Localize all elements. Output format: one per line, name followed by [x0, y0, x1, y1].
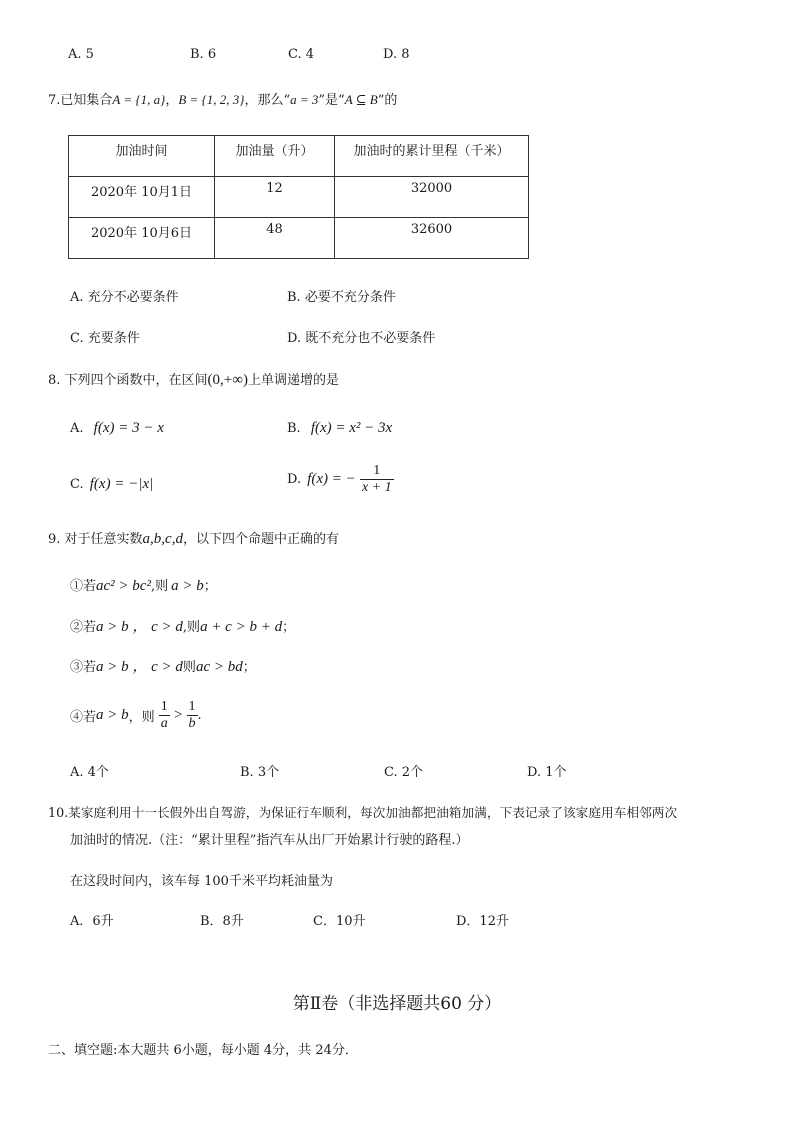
table-row [69, 177, 529, 218]
option-label: D. [287, 472, 302, 487]
stem-text: 8. 下列四个函数中，在区间 [48, 373, 208, 388]
function-expr: f(x) = x² − 3x [310, 420, 393, 436]
question-8-stem [48, 369, 339, 389]
option-c [70, 476, 153, 493]
proposition-text: ； [203, 579, 217, 594]
option-d: D．12升 [456, 914, 509, 929]
variables-expr: a,b,c,d [142, 531, 183, 547]
proposition-text: ； [242, 660, 256, 675]
option-d: D. 1个 [527, 765, 567, 780]
stem-text: 已知集合 [60, 93, 113, 108]
table-row [69, 218, 529, 259]
option-a: A．6升 [70, 914, 114, 929]
proposition-text: ②若 [70, 620, 97, 635]
proposition-text: . [197, 708, 202, 723]
table-header-cell: 加油量（升） [215, 136, 335, 177]
proposition-1 [70, 575, 217, 595]
table-cell-date: 2020年 10月1日 [69, 177, 215, 218]
result-expr: a > b [171, 578, 204, 594]
fraction-numerator: 1 [160, 699, 168, 714]
option-c: C．10升 [313, 914, 366, 929]
option-b: B. 必要不充分条件 [287, 290, 396, 305]
table-cell-mileage: 32600 [335, 218, 529, 259]
stem-text: ”是“ [318, 93, 345, 108]
condition-expr: a > b ， c > d [96, 619, 183, 635]
question-9-stem [48, 528, 339, 548]
question-10-prompt: 在这段时间内，该车每 100千米平均耗油量为 [70, 874, 333, 889]
condition-expr: a > b [96, 707, 129, 723]
proposition-text: ,则 [182, 620, 201, 635]
subset-expr: A ⊆ B [344, 92, 378, 107]
table-cell-amount: 12 [215, 177, 335, 218]
option-b: B. 6 [190, 47, 217, 62]
fraction [159, 699, 170, 732]
question-number: 7. [48, 93, 61, 108]
section-heading: 第Ⅱ卷（非选择题共60 分） [292, 994, 502, 1014]
table-cell-mileage: 32000 [335, 177, 529, 218]
stem-text: 9. 对于任意实数 [48, 532, 143, 547]
table-header-row [69, 136, 529, 177]
option-d: D. 既不充分也不必要条件 [287, 331, 436, 346]
fill-blank-instructions: 二、填空题:本大题共 6小题，每小题 4分，共 24分． [48, 1043, 358, 1058]
table-header-cell: 加油时的累计里程（千米） [335, 136, 529, 177]
proposition-text: ,则 [150, 579, 169, 594]
interval-expr: (0,+∞) [207, 372, 248, 388]
fraction-numerator: 1 [360, 463, 394, 480]
proposition-3 [70, 655, 256, 676]
fraction [360, 463, 394, 496]
result-expr: ac > bd [195, 659, 243, 675]
proposition-text: ④若 [70, 710, 97, 725]
fraction-denominator: b [188, 716, 196, 731]
set-a-expr: A = {1, a} [112, 92, 166, 107]
option-c: C. 4 [288, 47, 315, 62]
option-a [70, 420, 164, 437]
function-expr: f(x) = −|x| [89, 476, 154, 492]
greater-than-sign: > [173, 707, 183, 723]
proposition-text: ，则 [128, 710, 155, 725]
table-cell-date: 2020年 10月6日 [69, 218, 215, 259]
condition-expr: a = 3 [290, 92, 319, 107]
table-cell-amount: 48 [215, 218, 335, 259]
set-b-expr: B = {1, 2, 3} [178, 92, 245, 107]
condition-expr: a > b ， c > d [96, 659, 183, 675]
stem-text: ，那么“ [244, 93, 291, 108]
fraction [187, 699, 198, 732]
option-label: A. [70, 421, 84, 436]
stem-text: ”的 [377, 93, 398, 108]
option-d: D. 8 [383, 47, 410, 62]
option-a: A. 充分不必要条件 [70, 290, 179, 305]
proposition-4 [70, 699, 202, 732]
fraction-denominator: a [160, 716, 168, 731]
table-header-cell: 加油时间 [69, 136, 215, 177]
fuel-record-table [68, 135, 529, 259]
option-b: B. 3个 [240, 765, 280, 780]
stem-text: ，以下四个命题中正确的有 [182, 532, 339, 547]
stem-text: 上单调递增的是 [247, 373, 339, 388]
option-d [287, 463, 394, 496]
option-a: A. 4个 [70, 765, 109, 780]
result-expr: a + c > b + d [200, 619, 283, 635]
proposition-text: 则 [182, 660, 196, 675]
option-c: C. 2个 [384, 765, 424, 780]
question-10-stem: 10.某家庭利用十一长假外出自驾游，为保证行车顺利，每次加油都把油箱加满，下表记录了该家庭用车相邻两次 [48, 805, 678, 820]
fraction-denominator: x + 1 [361, 480, 392, 495]
function-expr: f(x) = − [307, 471, 356, 487]
option-b: B．8升 [200, 914, 244, 929]
condition-expr: ac² > bc² [96, 578, 151, 594]
option-label: C. [70, 477, 84, 492]
question-7-stem [48, 89, 397, 108]
question-10-note: 加油时的情况.（注：“累计里程”指汽车从出厂开始累计行驶的路程.） [70, 833, 469, 848]
separator: ， [165, 93, 179, 108]
option-b [287, 420, 392, 437]
proposition-text: ③若 [70, 660, 97, 675]
option-a: A. 5 [68, 47, 94, 62]
option-c: C. 充要条件 [70, 331, 140, 346]
function-expr: f(x) = 3 − x [93, 420, 164, 436]
option-label: B. [287, 421, 301, 436]
fraction-numerator: 1 [188, 699, 196, 714]
proposition-text: ①若 [70, 579, 97, 594]
proposition-2 [70, 615, 295, 636]
proposition-text: ； [282, 620, 296, 635]
